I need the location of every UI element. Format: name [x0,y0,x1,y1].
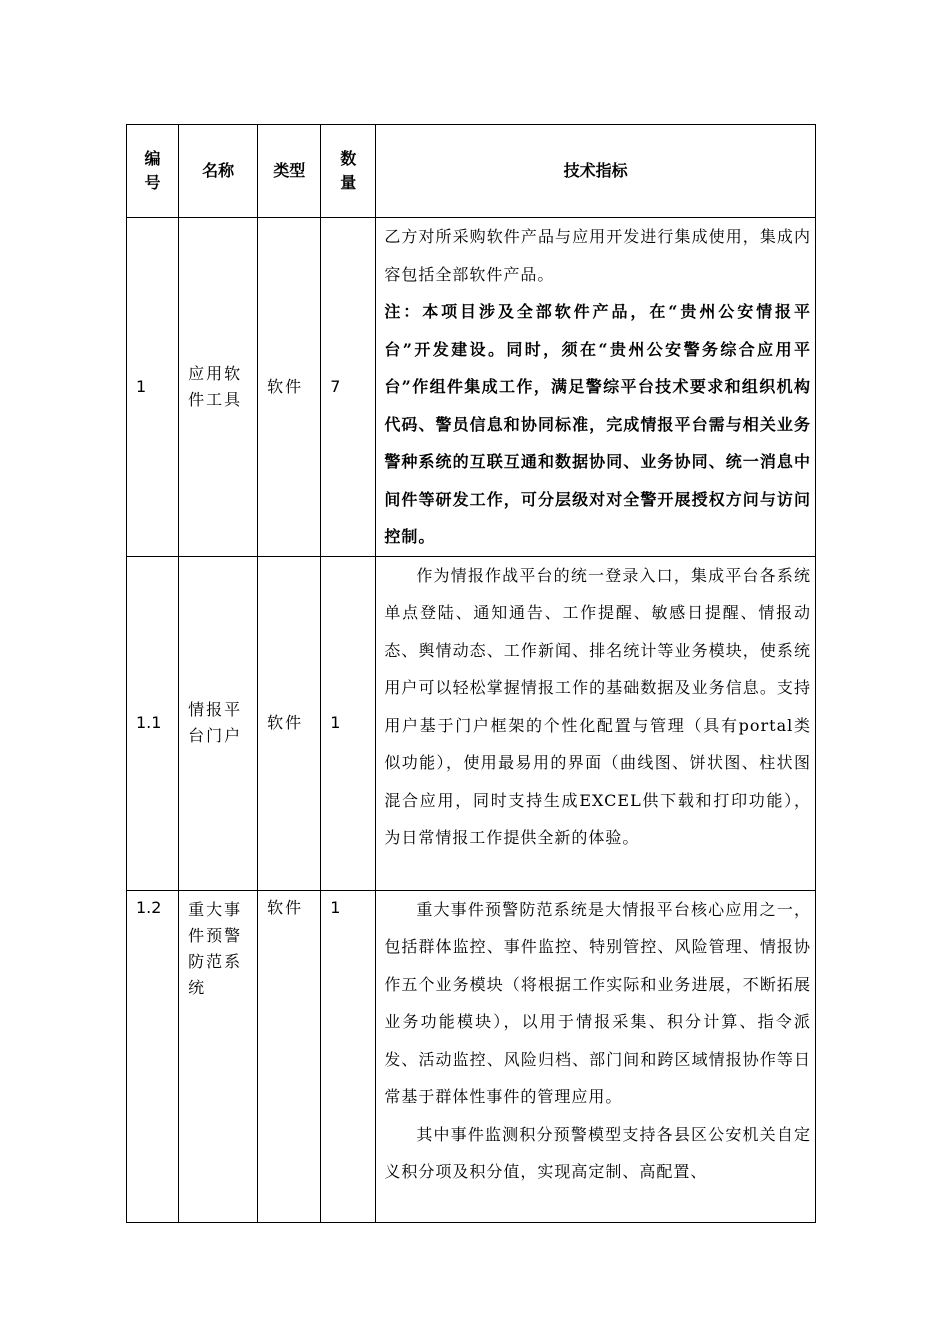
header-name-label: 名称 [202,161,235,180]
header-num [127,125,179,218]
row-qty-cell [321,890,376,1222]
row-name: 应用软件工具 [188,363,243,409]
spec-paragraph: 重大事件预警防范系统是大情报平台核心应用之一，包括群体监控、事件监控、特别管控、风险管理、情报协作五个业务模块（将根据工作实际和业务进展，不断拓展业务功能模块），以用于情报采集、积分计算、指令派发、活动监控、风险归档、部门间和跨区域情报协作等日常基于群体性事件的管理应用。 [384,899,811,1106]
header-type [258,125,321,218]
table-row [127,556,816,890]
row-name-cell [179,890,258,1222]
row-type: 软件 [267,376,304,396]
spec-paragraph: 乙方对所采购软件产品与应用开发进行集成使用，集成内容包括全部软件产品。 [384,227,811,284]
row-num-cell [127,218,179,557]
spec-paragraph: 作为情报作战平台的统一登录入口，集成平台各系统单点登陆、通知通告、工作提醒、敏感日提醒、情报动态、舆情动态、工作新闻、排名统计等业务模块，使系统用户可以轻松掌握情报工作的基础数据及业务信息。支持用户基于门户框架的个性化配置与管理（具有portal类似功能），使用最易用的界面（曲线图、饼状图、柱状图混合应用，同时支持生成EXCEL供下载和打印功能），为日常情报工作提供全新的体验。 [384,565,811,847]
row-num: 1.2 [136,897,162,917]
spec-paragraph: 其中事件监测积分预警模型支持各县区公安机关自定义积分项及积分值，实现高定制、高配置、 [384,1124,811,1181]
row-name: 重大事件预警防范系统 [188,899,243,997]
header-qty [321,125,376,218]
row-type-cell [258,556,321,890]
row-qty: 1 [330,897,341,917]
header-spec-label: 技术指标 [563,161,628,180]
row-name-cell [179,556,258,890]
row-name-cell [179,218,258,557]
row-spec-cell [376,556,816,890]
table-row [127,218,816,557]
row-qty-cell [321,556,376,890]
row-num-cell [127,890,179,1222]
row-num: 1 [136,376,147,396]
row-name: 情报平台门户 [188,700,243,745]
header-name [179,125,258,218]
row-type-cell [258,218,321,557]
row-num-cell [127,556,179,890]
header-spec [376,125,816,218]
row-type: 软件 [267,713,304,732]
row-spec-cell [376,890,816,1222]
spec-note-paragraph: 注：本项目涉及全部软件产品，在“贵州公安情报平台”开发建设。同时，须在“贵州公安警务综合应用平台”作组件集成工作，满足警综平台技术要求和组织机构代码、警员信息和协同标准，完成情报平台需与相关业务警种系统的互联互通和数据协同、业务协同、统一消息中间件等研发工作，可分层级对对全警开展授权方问与访问控制。 [384,302,811,546]
row-spec-cell [376,218,816,557]
row-type: 软件 [267,897,304,917]
row-type-cell [258,890,321,1222]
row-num: 1.1 [136,713,162,732]
technical-spec-table [126,124,816,1223]
row-qty: 1 [330,713,341,732]
header-type-label: 类型 [273,161,306,180]
row-qty: 7 [330,376,341,396]
header-qty-label: 数量 [340,149,357,192]
row-qty-cell [321,218,376,557]
header-num-label: 编号 [144,149,161,192]
table-row [127,890,816,1222]
table-header-row [127,125,816,218]
